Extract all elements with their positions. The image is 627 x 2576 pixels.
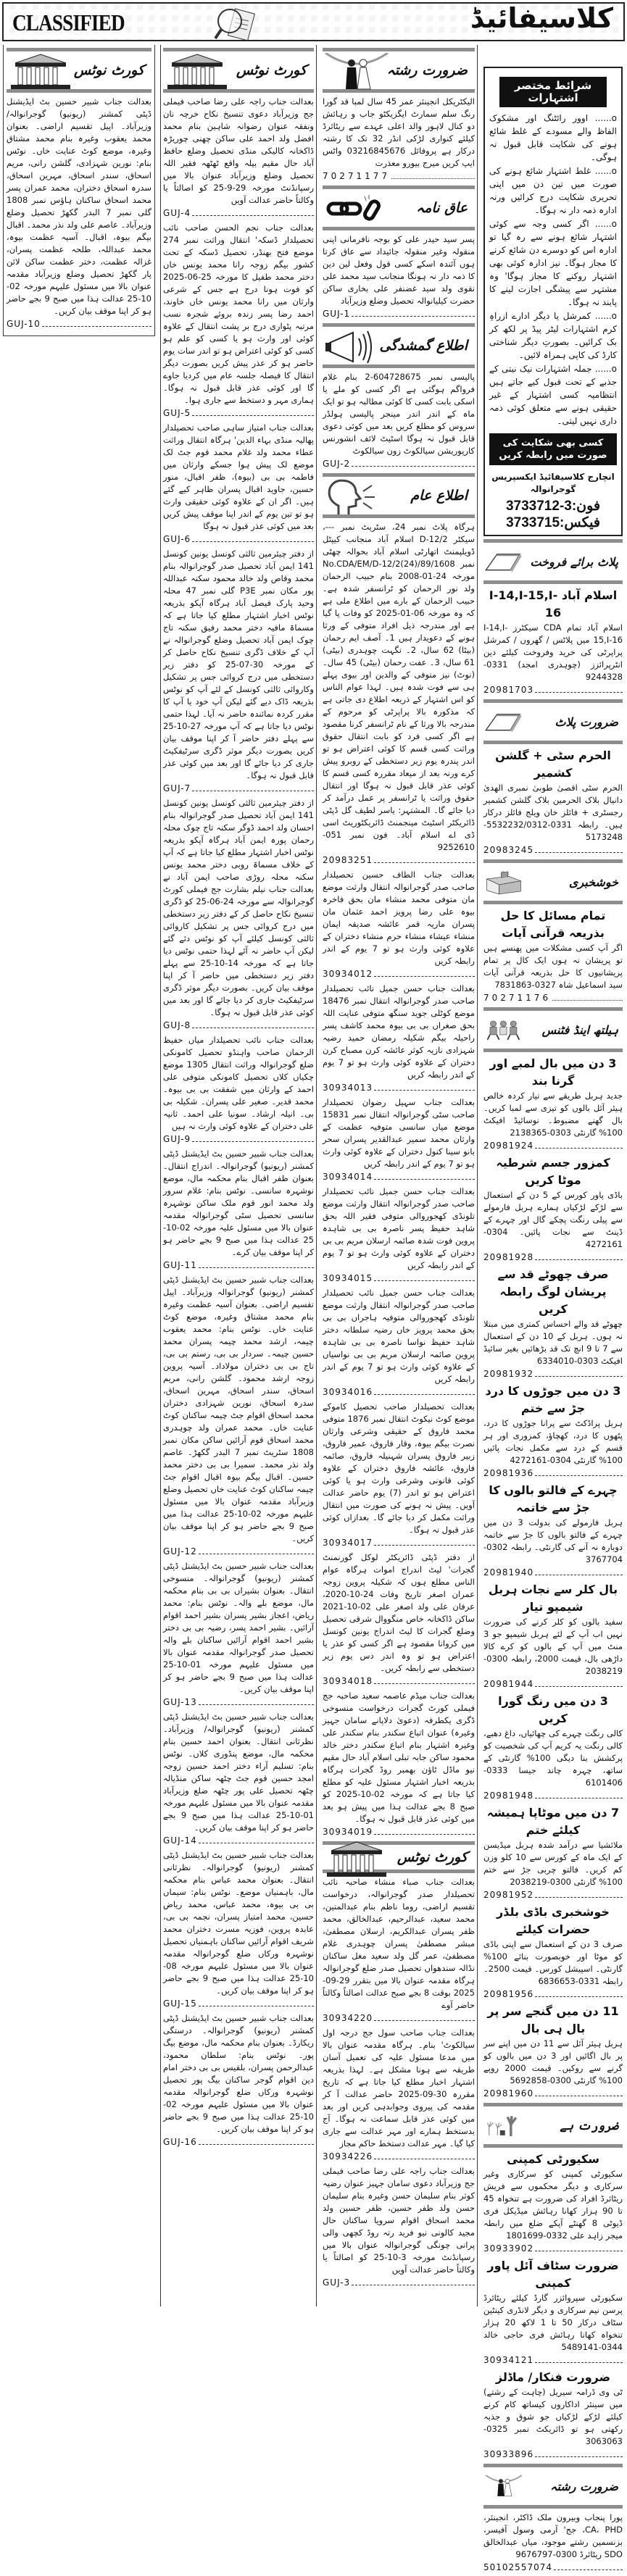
classified-ad [163,1849,314,2010]
section-header [483,1007,623,1052]
classified-ad [163,1560,314,1709]
terms-item: o...... جملہ اشتہارات نیک نیتی کے جذبے کے تحت قبول کیے جاتے ہیں انتظامیہ کسی اشتہار کے غیر حقیقی ہونے سے متعلق کوئی ذمہ داری نہیں لیتی۔ [489,364,617,426]
ad-code: 20981936 [483,1468,534,1478]
ad-code-line [163,1834,314,1847]
ad-body: بعدالت جناب شبیر حسین بٹ ایڈیشنل ڈپٹی کمشنر (ریونیو) گوجرانوالہ وزیرآباد۔ اپیل تقسیم اراضی۔ بعنوان آسیہ عظمت وغیرہ بنام محمد مشتاق وغیرہ، موضع کوٹ عنایت خاں۔ نوٹس بنام: محمد یعقوب چیمہ، ارشد محمد چیمہ پسران محمد حسین چیمہ۔ سردار بی بی، رستم بی بی، تاج بی بی دختران مولاداد۔ آسیہ پروین زوجہ ارشد محمود۔ گلشن رانی، مریم اسحاق، سندر اسحاق، مہرین اسحاق، سدرہ اسحاق، نورین شہزادی دختران محمد اسحاق اقوام جٹ چیمہ ساکنان کوٹ عنایت خاں۔ محمد عمران ولد چوہدری محمد اسحاق قوم آرائیں ساکن مکان نمبر 1808 سٹریٹ نمبر 7 البدر گکھڑ۔ عاصم ولد نذر محمد۔ سمیرا بی بی دختر محمد حسین۔ اقبال بیگم بیوہ اقبال اقوام جٹ چیمہ ساکنان کوٹ عنایت خاں تحصیل وضلع وزیرآباد مقدمہ عنوان بالا میں مسئول علیہم مورخہ 02-10-25 عدالت ہذا میں صبح 9 بجے حاضر ہو کر اپنا موقف بیان کریں۔ [163,1275,315,1543]
ad-code-line [163,207,314,220]
ad-body: پسر سید حیدر علی کو بوجہ نافرمانی اپنی منقولہ وغیر منقولہ جائیداد سے عاق کرتا ہوں آئندہ اسکے کسی قول وفعل لین دین کا ذمہ دار نہ ہونگا منجانب سید محمد علی نقوی ولد سید غضنفر علی بخاری ساکن حضرت کیلیانوالہ تحصیل وضلع وزیرآباد [323,234,475,306]
classified-ad [483,1266,623,1380]
dash-filler [192,407,314,416]
ad-code-line [323,2012,475,2025]
ad-code: GUJ-8 [163,1020,191,1030]
ad-code-line [483,2354,623,2367]
dash-filler [374,854,475,863]
ad-code-line [323,170,475,183]
ad-code: GUJ-5 [163,408,191,418]
ad-code: GUJ-11 [163,1260,197,1270]
ad-code-line [483,2242,623,2255]
section-header [483,699,623,744]
classified-ad [323,1287,475,1399]
section-title: کورٹ نوٹس [73,62,144,78]
ad-body: اگر آپ کسی مشکلات میں پھنسے ہیں تو پریشان نہ ہوں ایک کال پر تمام پریشانیوں کا حل بذریعہ قرآنی آیات سید اسماعیل شاہ 0327-7831863 [483,943,623,990]
ad-body: بعدالت جناب سہیل رضوان تحصیلدار صاحب سٹی گوجرانوالہ انتقال نمبر 15831 موضع میاں سانسی متوفیہ عظمت کے وارثان محمد سمیر عبدالقدیر پسران سحر بانو سینا کنول دختران کے علاوہ کوئی وارث ہو تو 7 یوم کے اندر رابطہ کریں [323,1097,475,1169]
dash-filler [535,1367,623,1377]
ad-headline: صرف چھوٹے قد سے پریشان لوگ رابطہ کریں [497,1267,609,1316]
ad-code: 30934016 [323,1387,373,1397]
section-title: ہیلتھ اینڈ فٹنس [541,1022,618,1037]
section-title: ضرورت ہے [560,2118,618,2133]
classified-ad [483,1154,623,1264]
classified-ad [483,587,623,696]
classified-ad [323,96,475,183]
ad-code-line [483,1988,623,2001]
ad-code: 30933902 [483,2243,534,2254]
section-header [7,48,151,93]
masthead-title-ur: کلاسیفائیڈ [470,2,613,34]
incharge-label: انچارج کلاسیفائیڈ ایکسپریس گوجرانوالہ [491,472,615,494]
ad-code-line [483,1139,623,1152]
dash-filler [374,1536,475,1546]
classified-ad [163,2012,314,2148]
ad-code-line [323,1081,475,1094]
ad-code: 30933896 [483,2449,534,2459]
classified-ad [163,422,314,546]
ad-code-line [483,2087,623,2100]
classified-ad [483,2369,623,2461]
ad-code: 30934013 [323,1083,373,1093]
ad-code-line [483,1888,623,1901]
ad-code: 20981952 [483,1890,534,1900]
section-header [323,48,475,93]
ad-code: GUJ-13 [163,1697,197,1707]
classified-ad [323,2165,475,2289]
classified-ad [323,1401,475,1549]
section-header [483,2103,623,2148]
classified-ad [483,2257,623,2367]
dash-filler [374,2150,475,2159]
dash-filler [199,1997,314,2006]
ad-code: 20981956 [483,1989,534,1999]
masthead-title-en: CLASSIFIED [12,9,125,36]
ad-body: بعدالت جناب راجہ علی رضا صاحب فیملی جج وزیرآباد دعوی تنسیخ نکاح خرچہ نان ونفقہ عنوان رضوانہ شاہین بنام محمد افضل ولد احمد علی ساکن چھنی چوریڑہ ڈاکخانہ کالیکی منڈی تحصیل وضلع حافظ آباد حال مقیم بیلہ واقع ٹھٹھہ فقیر اللہ تحصیل وضلع وزیرآباد عنوان بالا میں رسپانڈنٹ مورخہ 29-9-25 کو اصالتاً یا وکالتاً حاضر عدالت آویں [163,96,314,205]
section-header [323,473,475,518]
dash-filler [374,1272,475,1281]
classified-ad [483,1055,623,1152]
dash-filler [535,1677,623,1687]
dash-filler [199,1545,314,1554]
ad-code-line [323,1825,475,1838]
ad-code-line [323,967,475,980]
ad-body: جدید ہربل طریقے سے تیار کردہ خالص ہیئر آئل بالوں کو تیزی سے لمبا کریں۔ بال گھنے مضبوط۔ نوسائیڈ افیکٹ 100% گارنٹی 0303-2138365 [483,1091,623,1138]
ad-body: بعدالت جناب صاحب سول جج درجہ اول سیالکوٹ' بنام۔ ہرگاہ مقدمہ عنوان بالا میں مدعا مسئول علیہ کی تعمیل آسان طریقہ سے ہونا مشکل ہے۔ لہذا بذریعہ اشتہار اخبار مطلع کیا جاتا ہے کہ تاریخ مقررہ 30-09-2025 حاضر عدالت آ کر مقدمہ کی پیروی وجوابدہی کریں اور بعد میں کوئی عذر قابل سماعت نہ ہوگا۔ آج بدستخط ہمارے اور مہر عدالت سے جاری کیا گیا۔ مہر عدالت دستخط حاکم مجاز [323,2027,475,2148]
dash-filler [374,1385,475,1395]
classified-ad [483,1693,623,1802]
ad-code-line [163,1259,314,1272]
ad-body: بعدالت جناب حسن جمیل نائب تحصیلدار صاحب صدر گوجرانوالہ انتقال وارثت موضع تلونڈی کھجوروالی متوفی فقیر اللہ بحق شاہد حفیظ پسر ناصرہ بی بی شاہدہ پروین فوت شدہ صائمہ ارسلان مریم بی بی دختران کے علاوہ کوئی وارث ہو تو 7 یوم کے اندر رابطہ کریں [323,1186,476,1270]
dash-filler [535,1139,623,1149]
ad-headline: 7 دن میں موٹاپا ہمیشہ کیلئے ختم [486,1806,620,1837]
section-title: ضرورت رشتہ [386,62,468,78]
ad-body: سکیورٹی سپروائزر گارڈ کیلئے ریٹائرڈ پرسن نیم سرکاری و دیگر لانڈری کینٹین سٹاف درکار 50 تا 1 لاکھ 20 ہزار تنخواہ کھانا رہائش فری حاجی خالد 0344-5489141 [483,2293,623,2352]
ad-body: چھوٹے قد والے احساس کمتری میں مبتلا نہ ہوں۔ ہربل کے 10 دن کے استعمال سے 7 تا 9 انچ تک قد بڑھائیں بغیر سائیڈ افیکٹ 0303-6334010 [483,1319,623,1366]
ad-body: ٹی وی ڈرامہ سیریل (چاہت کے رشتے) میں سینئر اداکاروں کیساتھ کام کرنے کیلئے لڑکے لڑکیاں جو شوق و جذبہ رکھتی ہو تو ڈائریکٹ نمبر 0325-3063063 [483,2387,623,2446]
classified-ad [163,797,314,1032]
ad-code: GUJ-12 [163,1546,197,1556]
ad-body: بعدالت جناب راجہ علی رضا صاحب فیملی جج وزیرآباد دعوی سامان جہیز عنوان رضیہ کوثر بنام سلیمان حسن وغیرہ بنام سلیمان حسن ولد ظفر حسین، ظفر حسین ولد محمد اسحاق اقوام سرویا ساکنان حال مجید کالونی نیو فرید رتہ روڈ کچھی والی پرانی چونگی گوجرانوالہ عنوان بالا میں رسپانڈنٹ مورخہ 3-10-25 کو اصالتاً یا وکالتاً حاضر عدالت آویں [323,2166,475,2275]
ad-code-line [163,533,314,546]
ad-code-line [323,2276,475,2289]
section-title: ضرورت رشتہ [550,2479,618,2493]
column-3 [320,45,478,2306]
ad-code: GUJ-1 [323,309,351,319]
ad-code-line [7,317,151,330]
dash-filler [199,1259,314,1268]
ad-headline: خوشخبری باڈی بلڈر حضرات کیلئے [497,1905,610,1936]
ad-code-line [483,2561,623,2574]
classified-ad [323,1551,475,1688]
dash-filler [352,307,475,317]
dash-filler [42,317,151,327]
classified-ad [483,1904,623,2001]
ad-headline: سکیورٹی کمپنی [507,2152,599,2166]
column-1 [3,45,155,336]
ad-code-line [163,407,314,420]
ad-body: ہرگاہ پلاٹ نمبر 24، سٹریٹ نمبر ---، سیکٹر D-12/2 اسلام آباد منجانب کیپٹل ڈویلپمنٹ اتھارٹی اسلام آباد بحوالہ چھٹی نمبر No.CDA/EM/D-12/2(24)/89/1608 مورخہ 24-01-2008 بنام حبیب الرحمان ولد نور الرحمان کو ٹرانسفر شدہ ہے۔ حبیب الرحمان کے بارے میں اطلاع ملی ہے کہ وہ مورخہ 06-01-2025 کو وفات پا گیا ہے اور مندرجہ ذیل افراد متوفی کے ورثا ہونے کے دعویدار ہیں 1۔ آصف ایم رحمان (بیٹا) 62 سال، 2۔ نگہت چوہدری (بیٹی) 61 سال، 3۔ عفت رحمان (بیٹی) 45 سال۔ (نوٹ) نیز متوفی کے والدین اور بیوی پہلے ہی سے فوت شدہ ہیں۔ لہذا عوام الناس کو اس اشتہار کے ذریعہ اطلاع دی جاتی ہے کہ مذکورہ بالا پراپرٹی کو مرحوم کے مندرجہ بالا ورثا کے نام ٹرانسفر کرنا مقصود ہے اگر کسی فرد کو بابت انتقال حقوق وراثت کسی قسم کا کوئی اعتراض ہو تو اندر پندرہ یوم زیر دستخطی کے روبرو پیش کرے ورنہ بعد از میعاد مقررہ کسی قسم کا کوئی عذر قابل قبول نہ ہوگا اور انتقال حقوق وراثت یا ٹرانسفر پر عمل درآمد کر دیا جائے گا۔ المشتہر: یاسر لطیف گل ڈپٹی ڈائریکٹر اسٹیٹ مینجمنٹ ڈائریکٹوریٹ اسی ڈی اے اسلام آباد۔ فون نمبر 051-9252610 [323,522,475,852]
section-title: اطلاع عام [410,487,468,504]
phone-number: فون:3-3733712 [505,499,601,514]
dash-filler [374,2012,475,2021]
dash-filler [374,1081,475,1091]
classified-ad [483,747,623,856]
dash-filler [199,1696,314,1705]
ad-body: بعدالت جناب امتیاز ساہی صاحب تحصیلدار پھالیہ منڈی بہاء الدین' ہرگاہ انتقال وراثت عطاء محمد ولد غلام محمد قوم جٹ لک موضع لک پیش ہوا جسکے وارثان میں فاطمہ بی بی (بیوہ)، ظفر اقبال، منور حسین، جاوید اقبال پسران ظاہر کیے گئے ہیں۔ اگر ان کے علاوہ کوئی حقیقی وارث ہو تو تین یوم کے اندر اپنا موقف پیش کریں بعد میں کوئی عذر قبول نہ ہوگا [163,422,314,531]
classified-ad [323,521,475,867]
classified-ad [323,1876,475,2025]
dash-filler [199,2135,314,2145]
terms-box [483,67,623,536]
dash-filler [192,207,314,216]
dash-filler [352,2276,475,2285]
ad-code-line [323,854,475,867]
ad-code: GUJ-2 [323,459,351,469]
ad-body: بعدالت جناب الطاف حسین تحصیلدار صاحب صدر گوجرانوالہ انتقال وارثت موضع مان متوفی محمد منشاء مان بحق فاخرہ بیوہ علی رضا پرویز احمد عثمان مان پسران ماریہ قمر عائشہ صدیقہ ایمان منشاء عیشاء منشاء حرم منشاء دختران کے علاوہ کوئی وارث ہو تو 7 یوم کے اندر رابطہ کریں [323,870,475,966]
dash-filler [535,2448,623,2457]
dash-filler [192,782,314,791]
ad-code: 30934014 [323,1172,373,1182]
dash-filler [374,1675,475,1684]
ad-code-line [323,307,475,320]
dash-filler [192,1133,314,1142]
section-title: عاق نامہ [416,199,468,216]
dash-filler [374,1170,475,1180]
ad-code: 30934015 [323,1273,373,1283]
ad-body: بعدالت جناب نجم الحسن صاحب نائب تحصیلدار ڈسکہ' انتقال وراثت نمبر 274 موضع فتح بھنڈر، تحصیل ڈسکہ کے تحت کشور بیگم زوجہ رانا محمد یونس خاں دختر محمد طفیل کا مورخہ 25-06-2025 کو فوت ہونا درج ہے جس کے شرعی وارثان میں رانا محمد یونس خاں خاوند، احمد رضا پسر زندہ بروئے شجرہ نسب مرتبہ پٹواری درج بر پشت انتقال کے علاوہ کوئی اور وارث ہو یا کسی کو علم ہو کسی کو کوئی اعتراض ہو تو اندر سات یوم حاضر ہو کر عذر پیش کریں بصورت دیگر انتقال کا فیصلہ جلسہ عام میں کردیا جاوے گا اور کوئی عذر قابل قبول نہ ہوگا۔ ہماری مہر و دستخط سے جاری ہوا۔ [163,222,314,405]
ad-code: GUJ-4 [163,208,191,218]
classified-ad [163,1148,314,1272]
ad-body: باڈی پاور کورس کے 5 دن کے استعمال سے لڑکے لڑکیاں ہمارے ہربل فارمولے سے پیلی رنگت پچکے گال اور چہرے کے ڈینٹ سے نجات پائیں۔ 0304-4272161 [483,1190,623,1249]
classified-ad [323,371,475,470]
ad-code: 20981924 [483,1141,534,1151]
classified-ad [7,96,151,330]
ad-code-line [163,2135,314,2148]
terms-title: شرائط مختصر اشتہارات [499,77,607,107]
classified-ad [163,96,314,220]
ad-code-line [483,1566,623,1579]
dash-filler [535,1789,623,1798]
ad-body: بعدالت جناب نائب تحصیلدار میاں حفیظ الرحمان صاحب واہنڈو تحصیل کامونکی ضلع گوجرانوالہ وراثت انتقال 1305 موضع چکیاں کلاں تحصیل کامونکی متوفی علی احمد کے وارثان میں شفقت بی بی بیوہ۔ محمد قدیر۔ صغیر علی پسران۔ شکیلہ بی بی۔ انیلہ ارشاد۔ سونیا علی احمد۔ ثانیہ علی دختران کے علاوہ کوئی وارث نہ ہیں [163,1035,314,1131]
ad-code-line [483,991,623,1004]
masthead [2,2,625,41]
terms-item: o...... غلط اشتہار شائع ہونے کی صورت میں تین دن میں اپنی تحریری شکایت درج کرائیں ورنہ ادارہ ذمہ دار نہ ہوگا۔ [489,166,617,215]
ad-headline: ضرورت فنکار/ ماڈلز [495,2370,611,2384]
ad-code: 30934018 [323,1676,373,1686]
dash-filler [535,1251,623,1260]
ad-code-line [323,1385,475,1399]
ad-code-line [323,1170,475,1183]
dash-filler [535,2087,623,2096]
ad-headline: 3 دن میں بال لمبے اور گرنا بند [489,1056,617,1088]
classified-ad [323,233,475,320]
classified-ad [483,2003,623,2100]
ad-code: 20981703 [483,685,534,695]
ad-body: از دفتر چیئرمین ثالثی کونسل یونین کونسل 141 ایمن آباد تحصیل صدر گوجرانوالہ بنام احسان ولد احمد ڈوگر سکنہ تاج چوک محلہ رحمان پورہ ایمن آباد ہرگاہ آپکو بذریعہ نوٹس اخبار اشتہار مطلع کیا جاتا ہے کہ آپ کے خلاف مسماۃ روبی دختر محمد یونس سکنہ محلہ روڑی صاحب ایمن آباد نے بعدالت جناب نیلم بشارت جج فیملی کورٹ گوجرانوالہ سے مورخہ 24-06-25 کو ڈگری تنسیخ نکاح حاصل کر کے دفتر زیر دستخطی میں درج کروائی جس پر تشکیل کاروائی ثالثی کونسل کیلئے آپ کو نوٹس دئے گئے لیکن آپ حاضر نہ آئے لہذا حتمی نوٹس دیا جاتا ہے کہ مورخہ 14-10-25 سے پہلے دفتر زیر دستخطی میں حاضر آ کر اپنا موقف بیان کریں۔ بصورت دیگر موثر ڈگری سرٹیفکیٹ جاری کر دیا جائے گا اور بعد میں کوئی عذر قابل قبول نہ ہوگا۔ [163,798,314,1017]
ad-body: ہربل فارمولے کی بدولت 3 دن میں چہرے کے فالتو بالوں کا جڑ سے خاتمہ دوبارہ نہ آنے کی گارنٹی۔ رابطہ 0302-3767704 [483,1517,623,1564]
section-header [483,2464,623,2509]
section-header [483,859,623,904]
ad-code-line [323,1536,475,1549]
column-4 [481,45,625,2576]
ad-headline: تمام مسائل کا حل بذریعہ قرآنی آیات [500,909,606,940]
dash-filler [535,1566,623,1575]
column-2 [160,45,317,2306]
section-title: ضرورت پلاٹ [555,714,618,729]
terms-item: o...... اگر کسی وجہ سے کوئی اشتہار شائع ہونے سے رہ گیا تو ادارہ اس کو دوسرے دن شائع کرنے کا مجاز ہوگا۔ نیز ادارہ کوئی بھی اشتہار روکنے کا مجاز ہوگا' وہ مشتہر سے پیشگی اجازت لینے کا پابند نہ ہوگا۔ [489,219,617,307]
dash-filler [374,967,475,977]
ad-body: الیکٹریکل انجینئر عمر 45 سال لمبا قد گورا رنگ سلم سمارٹ ایگزیکٹو جاب و رہائش دو کنال لاہور والد اعلی عہدے سے ریٹائرڈ کیلئے کنواری لڑکی انڈر 32 تک کا رشتہ درکار ہے پروفائل 03216845676 واٹس ایپ کریں میرج بیورو معذرت [323,96,475,168]
ad-code: 50102557074 [483,2562,552,2572]
ad-code: 70271176 [483,993,552,1003]
classified-ad [323,869,475,980]
ad-code-line [163,1997,314,2010]
ad-code-line [483,683,623,696]
ad-code: 20981928 [483,1252,534,1262]
ad-code: 20981948 [483,1791,534,1801]
section-title: خوشخبری [568,875,618,889]
ad-code-line [323,457,475,470]
ad-code: GUJ-6 [163,534,191,544]
dash-filler [535,1467,623,1476]
dash-filler [535,683,623,693]
ad-headline: 3 دن میں جوڑوں کا درد جڑ سے ختم [485,1384,621,1415]
ad-body: پالیسی نمبر 604728675-2 بنام غلام فرواگم ہوگئی ہے اگر کسی کو ملے یا اسکی بابت کسی کا کوئی مطالبہ ہو تو ایک ماہ کے اندر اندر مینجر پالیسی ہولڈر سروس کو مطلع کریں بعد میں کوئی دعوی قابل قبول نہ ہوگا اسٹیٹ لائف انشورنس کارپوریشن سیالکوٹ زون سیالکوٹ [323,372,476,456]
dash-filler [192,533,314,542]
dash-filler [192,1019,314,1028]
classified-ad [163,1034,314,1146]
ad-headline: ضرورت سٹاف آئل پاور کمپنی [487,2259,619,2290]
section-header [483,539,623,584]
section-title: کورٹ نوٹس [396,1848,468,1865]
ad-body: بعدالت جناب حسن جمیل نائب تحصیلدار صاحب صدر گوجرانوالہ انتقال نمبر 18476 موضع کوٹلی جوید سنگھ متوفی عنایت اللہ بحق صغراں بی بی بیوہ محمد کاشف پسر راحیلہ بیگم شکیلہ رمضان حمید رضیہ شہزادی نازیہ کوثر عائشہ کرن مصباح کرن دختران کے علاوہ کوئی وارث ہو تو 7 یوم کے اندر رابطہ کریں [323,983,476,1080]
section-header [323,323,475,368]
classified-ad [483,1581,623,1691]
ad-code: 30934017 [323,1538,373,1548]
ad-body: صرف 3 دن کے استعمال سے اپنی باڈی کو موٹا اور خوبصورت بنائے 100% گارنٹی۔ اسپیشل کورس۔ قیمت 2500۔ رابطہ 0331-6836653 [483,1939,623,1986]
ad-body: سکیورٹی کمپنی کو سرکاری وغیر سرکاری و دیگر محکموں سے فریش ریٹائرڈ افراد کی ضرورت ہے تنخواہ 45 تا 90 ہزار کھانا رہائش میڈیکل فری ڈیوٹی 8 گھنٹے آپکے ضلع میں رابطہ میجر زاہد علی 0332-1801699 [483,2169,623,2241]
section-title: پلاٹ برائے فروخت [530,554,618,569]
magnifier-newspaper-icon [214,7,257,41]
ad-code: 20981932 [483,1369,534,1379]
ad-body: بعدالت جناب شبیر حسین بٹ ایڈیشنل ڈپٹی کمشنر (ریونیو) گوجرانوالہ/ وزیرآباد۔ اپیل تقسیم اراضی۔ بعنوان محمد یعقوب وغیرہ بنام محمد مشتاق وغیرہ، موضع کوٹ عنایت خاں۔ نوٹس بنام: نورین شہزادی، گلشن رانی، مریم اسحاق، سندر اسحاق، مہرین اسحاق، سدرہ اسحاق دختران، محمد عمران پسر محمد اسحاق ساکنان ہاؤس نمبر 1808 گلی نمبر 7 البدر گکھڑ تحصیل وضلع وزیرآباد۔ عاصم علی ولد نذر محمد۔ اقبال بیگم بیوہ، اقبال۔ آسیہ عظمت بیوہ، محمد عبداللہ، طلحہ عظمت پسران، غزالہ عظمت، دختر عظمت ساکن لائن پار گکھڑ تحصیل وضلع وزیرآباد مقدمہ عنوان بالا میں مسئول علیہم مورخہ 02-10-25 عدالت ہذا میں صبح 9 بجے حاضر ہو کر اپنا موقف بیان کریں۔ [7,96,152,316]
section-title: کورٹ نوٹس [236,62,307,78]
ad-code-line [163,1545,314,1558]
dash-filler [535,2354,623,2363]
ad-body: بعدالت جناب شبیر حسین بٹ ایڈیشنل ڈپٹی کمشنر (ریونیو) گوجرانوالہ۔ درستگی ریکارڈ۔ بعنوان بنام محکمہ مال، موضع بیگ پور۔ نوٹس بنام: سلطان محمود، عبدالرحمن پسران، بلقیس بی بی دختر امام دین اقوام گوجر ساکنان بیگ پور تحصیل نوشہرہ ورکاں ضلع گوجرانوالہ مقدمہ عنوان بالا میں مسئول علیہم مورخہ 02-10-25 عدالت ہذا میں صبح 9 بجے حاضر ہو کر اپنا موقف بیان کریں۔ [163,2013,314,2134]
dash-filler [199,1834,314,1843]
ad-body: الحرم سٹی اقصیٰ طوبیٰ نمبری الھدیٰ دانیال بلاک الحرمین بلاک گلشن کشمیر رجسٹری + فائلز خان ویلج فائلز درکار ہیں۔ رابطہ 0331-5532232/0312-5173248 [483,783,623,842]
classified-ad [323,1690,475,1838]
ad-code-line [323,2150,475,2163]
classified-ad [323,2027,475,2163]
dash-filler [374,1825,475,1835]
classified-ad [483,2512,623,2574]
ad-code-line [483,2448,623,2461]
dash-filler [552,991,623,1001]
dash-filler [391,170,475,179]
ad-code: GUJ-16 [163,2137,197,2147]
classified-ad [483,2151,623,2255]
ad-body: از دفتر ڈپٹی ڈائریکٹر لوکل گورنمنٹ گجرات' لیٹ اندراج اموات ہرگاہ عوام الناس مطلع ہوں کہ شکیلہ پروین زوجہ عمران اصغر تاریخ وفات 24-10-2020، عرفان علی ولد اصغر علی 02-10-2021 ساکن ڈاکخانہ خاص منگووال شرقی تحصیل وضلع گجرات کا لیٹ اندراج یونین کونسل میں کروانا مقصود ہے اگر کسی کو عذر یا اعتراض ہو تو وہ اندر دس یوم زیر دستخطی سے رابطہ کریں۔ [323,1552,475,1673]
ad-code-line [483,1467,623,1480]
ad-code: 30934220 [323,2013,373,2023]
dash-filler [535,1988,623,1997]
dash-filler [535,2242,623,2251]
section-header [323,1841,475,1873]
section-header [163,48,314,93]
ad-code-line [163,1133,314,1146]
ad-code-line [483,1789,623,1802]
ad-code-line [163,1019,314,1032]
ad-headline: بال کلر سے نجات ہربل شیمپو تیار [488,1583,618,1614]
ad-headline: 11 دن میں گنجے سر پر بال ہی بال [487,2004,619,2035]
ad-code: GUJ-3 [323,2277,351,2288]
ad-body: سفید بالوں کو کلر کرنے کی ضرورت نہیں اب آپ کے لئے ہربل شیمپو جو 3 منٹ میں آپ کے بالوں کو کرے کالا داڑھی بال، قیمت 2000، رابطہ 0300-2038219 [483,1617,623,1676]
ad-body: کالی رنگت چہرے کی چھائیاں، داغ دھبے، کالی رنگت یہ کریم آپ کی شخصیت کو پرکشش بنا دیگی 100% گارنٹی کے ساتھ، چہرہ چاند جیسا 0333-6101406 [483,1728,623,1788]
ad-body: بعدالت جناب شبیر حسین بٹ ایڈیشنل ڈپٹی کمشنر (ریونیو) گوجرانوالہ۔ منسوخی انتقال۔ بعنوان بشیراں بی بی بنام محکمہ مال، موضع بلے والہ۔ نوٹس بنام: محمد ریاض، اعجاز بشیر پسران بشیر احمد اقوام آرائیں۔ بشیر احمد پسر، رضیہ بی بی دختر بشیر احمد اقوام آرائیں ساکنان بلے والہ تحصیل صدر گوجرانوالہ مقدمہ عنوان بالا میں مسئول علیہم مورخہ 01-10-25 عدالت ہذا میں صبح 9 بجے حاضر ہو کر اپنا موقف بیان کریں۔ [163,1561,314,1694]
fax-number: فیکس:3733715 [506,515,600,530]
ad-code: GUJ-14 [163,1835,197,1846]
classified-ad [483,1482,623,1579]
ad-body: بعدالت جناب حسن جمیل نائب تحصیلدار صاحب صدر گوجرانوالہ انتقال وارثت موضع تلونڈی کھجوروالی متوفیہ ہاجراں بی بی بحق محمد پرویز خاں رضیہ سلطانہ دختر شاہد حفیظ نواسا ناصرہ بی بی شاہدہ پروین صائمہ ارسلان مریم بی بی نواسیاں کے علاوہ کوئی وارث ہو تو 7 یوم کے اندر رابطہ کریں [323,1288,475,1384]
ad-body: بعدالت جناب شبیر حسین بٹ ایڈیشنل ڈپٹی کمشنر (ریونیو) گوجرانوالہ۔ نظرثانی انتقال۔ بعنوان محمد عباس بنام محکمہ مال، باہمنیاں موضع۔ نوٹس بنام: سیماں بی بی بیوہ، محمد عباس، محمد ریاض حسین، محمد امتیاز پسران، نجمہ بی بی، عابدہ پروین، فوزیہ مسرت دختران محمد شریف اقوام آرائیں ساکنان باہمنیاں تحصیل نوشہرہ ورکاں ضلع گوجرانوالہ مقدمہ عنوان بالا میں مسئول علیہم مورخہ 08-10-25 عدالت ہذا میں صبح 9 بجے حاضر ہو کر اپنا موقف بیان کریں۔ [163,1850,314,1996]
ad-code: 30934012 [323,969,373,979]
ad-code: 20981940 [483,1567,534,1577]
ad-body: بعدالت جناب میڈم عاصمہ سعید صاحبہ جج فیملی کورٹ گجرات درخواست منسوخی ڈگری یکطرفہ (دعویٰ دلاپانے سامان جہیز وغیرہ) عنوان اتباع سکندر بنام سکندر علی وغیرہ اشتہار بنام اتباع سکندر دختر خالد محمود ساکن جابہ تبلی اسلام آباد حال مقیم نیو ماڈل ٹاؤن بھمبر روڈ گجرات ہرگاہ بذریعہ اخبار اشتہار مسئول علیہ کو مطلع کیا جاتا ہے کہ مورخہ 02-10-2025 کو صبح 8 بجے عدالت ہذا میں پیش ہو بعد میں کوئی عذر قابل قبول نہ ہوگا۔ [323,1691,475,1824]
ad-headline: الحرم سٹی + گلشن کشمیر [495,749,611,780]
ad-body: اسلام آباد تمام CDA سیکٹرز I-14,I-15,I-16 میں پلاٹس / گھروں / کمرشل پراپرٹی کی خرید وفروخت کیلئے دین انٹرپرائزز (چوہدری امجد) 0331-9244328 [483,622,623,682]
ad-code-line [163,782,314,795]
terms-item: o...... کمرشل یا دیگر ادارے ازراہِ کرم اشتہارات لیٹر پیڈ پر لکھ کر بک کرائیں۔ بصورتِ دیگر شناختی کارڈ کی کاپی ہمراہ لائیں۔ [489,311,617,360]
ad-code: 20981960 [483,2088,534,2098]
ad-code-line [483,1251,623,1264]
ad-headline: 3 دن میں رنگ گورا کریں [498,1694,608,1725]
ad-body: پورا پنجاب وبیرون ملک ڈاکٹر، انجینئر، CA، PHD، جج' آرمی وسول آفیسر، بزنسمین رشتے موجود، میاں عبدالخالق SDO ریٹائرڈ 0300-9676797 [483,2512,623,2559]
classified-ad [483,1804,623,1901]
ad-code-line [323,1272,475,1285]
section-title: اطلاع گمشدگی [379,337,468,354]
ad-body: ہربل ہیئر آئل سے 11 دن میں اپنے سر پر بال اگائیں اور 3 دن میں بالوں کو گرنے سے روکیں۔ قیمت 2000 روپے 100% گارنٹی 0300-5692858 [483,2038,623,2085]
classified-ad [163,1711,314,1847]
ad-headline: کمزور جسم شرطیہ موٹا کریں [496,1156,610,1187]
section-header [323,186,475,230]
ad-headline: چہرے کے فالتو بالوں کا جڑ سے خاتمہ [489,1483,618,1514]
ad-code: GUJ-15 [163,1998,197,2009]
dash-filler [535,1888,623,1898]
ad-code: 30934226 [323,2151,373,2162]
ad-code: GUJ-7 [163,783,191,793]
dash-filler [535,843,623,853]
ad-code-line [483,843,623,856]
ad-code: 30934019 [323,1827,373,1837]
ad-code: GUJ-9 [163,1134,191,1144]
classified-ad [323,1185,475,1285]
ad-code: 70271177 [323,171,391,181]
ad-body: بعدالت جناب شبیر حسین بٹ ایڈیشنل ڈپٹی کمشنر (ریونیو) گوجرانوالہ۔ اندراج انتقال۔ بعنوان ظفر اقبال بنام محکمہ مال، موضع نوشہرہ سانسی۔ نوٹس بنام: غلام سرور ولد محمد انور قوم ملک ساکن نوشہرہ سانسی تحصیل سٹی گوجرانوالہ مقدمہ عنوان بالا میں مسئول علیہ مورخہ 02-10-25 عدالت ہذا میں صبح 9 بجے حاضر ہو کر اپنا موقف بیان کرے۔ [163,1149,314,1257]
complaint-bar: کسی بھی شکایت کی صورت میں رابطہ کریں [489,433,617,465]
terms-item: o...... اوور رائٹنگ اور مشکوک الفاظ والے مسودے کے غلط شائع ہونے کی شکایت قابل قبول نہ ہوگی۔ [489,113,617,162]
ad-body: بعدالت جناب شبیر حسین بٹ ایڈیشنل ڈپٹی کمشنر (ریونیو) گوجرانوالہ/ وزیرآباد۔ نظرثانی انتقال۔ بعنوان احمد حسین بنام محکمہ مال، موضع پنڈوری کلاں۔ نوٹس بنام: تسلیم آراء دختر احمد حسین زوجہ امجد حسین قوم جٹ چٹھہ ساکن منڈیالہ چٹھہ تحصیل علی پور چٹھہ ضلع وزیرآباد مقدمہ عنوان بالا میں مسئول علیہم مورخہ 01-10-25 عدالت ہذا میں صبح 9 بجے حاضر ہو کر اپنا موقف بیان کریں۔ [163,1712,314,1833]
classified-ad [163,1274,314,1558]
ad-body: بعدالت جناب صباء منشاء صاحبہ نائب تحصیلدار صدر گوجرانوالہ، درخواست تقسیم اراضی، روما ناظم بنام عبدالمتین، محمد سعید، عبدالرحیم، عبدالخالق، محمد ظفر پسران عبدالکریم، ارسلان مصطفیٰ، مبشر مصطفیٰ پسران چوہدری غلام مصطفیٰ، عمر گل ولد سعید مغل ساکنان نڈالہ سندھواں تحصیل صدر ضلع گوجرانوالہ ہرگاہ مقدمہ عنوان بالا میں بتقرر 29-09-2025 بوقت 8 بجے صبح عدالت اصالتاً وکالتاً حاضر آوے [323,1877,475,2010]
ad-code: 20981944 [483,1679,534,1689]
dash-filler [352,457,475,467]
classified-ad [163,222,314,420]
classified-ad [483,1383,623,1480]
ad-body: ہربل پراڈکٹ سے پرانا جوڑوں کا درد، پٹھوں کا درد، کھچاؤ، کمزوری اور ہر قسم کے درد سے مکمل نجات پائیں 100% گارنٹی 0304-4272161 [483,1418,623,1465]
ad-body: ملائشیا سے درآمد شدہ ہربل میڈیسن کے ایک ماہ کے کورس سے 10 کلو وزن کم کریں۔ فالتو چربی جڑ سے ختم 100% گارنٹی 0300-2038219 [483,1840,623,1887]
classified-ad [323,983,475,1094]
ad-code-line [163,1696,314,1709]
ad-code-line [483,1677,623,1691]
ad-code-line [323,1675,475,1688]
ad-code: 20983245 [483,845,534,855]
ad-headline: اسلام آباد I-14,I-15,I-16 [489,588,618,620]
ad-body: بعدالت تحصیلدار صاحب تحصیل کاموکے موضع کوٹ نیکوٹ انتقال نمبر 1876 متوفی محمد فاروق کے حقیقی وشرعی وارثان نصرت بیگم بیوہ، وقار فاروق، عمیر فاروق، زبیر فاروق پسران شہنیلہ فاروق، صائمہ فاروق، عائشہ فاروق دختران کے علاوہ کوئی قانونی وشرعی وارث ہو یا کوئی اعتراض ہو تو اندر (7) یوم حاضر عدالت آویں۔ پیش نہ ہونے کی صورت میں انتقال وراثت مکمل کر دیا جائے گا۔ بعدازاں کوئی عذر قبول نہ ہوگا۔ [323,1401,475,1535]
classified-ad [483,907,623,1004]
ad-code: GUJ-10 [7,319,41,329]
ad-code-line [483,1367,623,1380]
ad-body: از دفتر چیئرمین ثالثی کونسل یونین کونسل 141 ایمن آباد تحصیل صدر گوجرانوالہ بنام محمد وقاص ولد خالد محمود سکنہ عبداللہ پور مکان نمبر P3E گلی نمبر 47 محلہ وحید پارک فیصل آباد ہرگاہ آپکو بذریعہ نوٹس اخبار اشتہار مطلع کیا جاتا ہے کہ مسماۃ مافیہ دختر محمد رفیق سکنہ تاج چوک ایمن آباد تحصیل وضلع گوجرانوالہ نے آپ کے خلاف ڈگری تنسیخ نکاح حاصل کر کے مورخہ 30-07-25 کو دفتر زیر دستخطی میں درج کروائی جس پر تشکیل وکاروائی ثالثی کونسل کے لئے آپ کو نوٹس بذریعہ ڈاک دیے گئے لیکن آپ خود یا آپ کا مقرر کردہ نمائندہ حاضر نہ آیا۔ لہذا حتمی نوٹس دیا جاتا ہے کہ آپ مورخہ 27-10-25 سے پہلے دفتر حاضر آ کر اپنا موقف بیان کریں بصورت دیگر موثر ڈگری سرٹیفکیٹ جاری کر دیا جائے گا اور بعد میں کوئی عذر قابل قبول نہ ہوگا۔ [163,549,315,780]
classified-ad [163,548,314,795]
dash-filler [554,2561,623,2570]
ad-code: 20983251 [323,855,373,865]
ad-code: 30934121 [483,2355,534,2365]
classified-ad [323,1096,475,1183]
